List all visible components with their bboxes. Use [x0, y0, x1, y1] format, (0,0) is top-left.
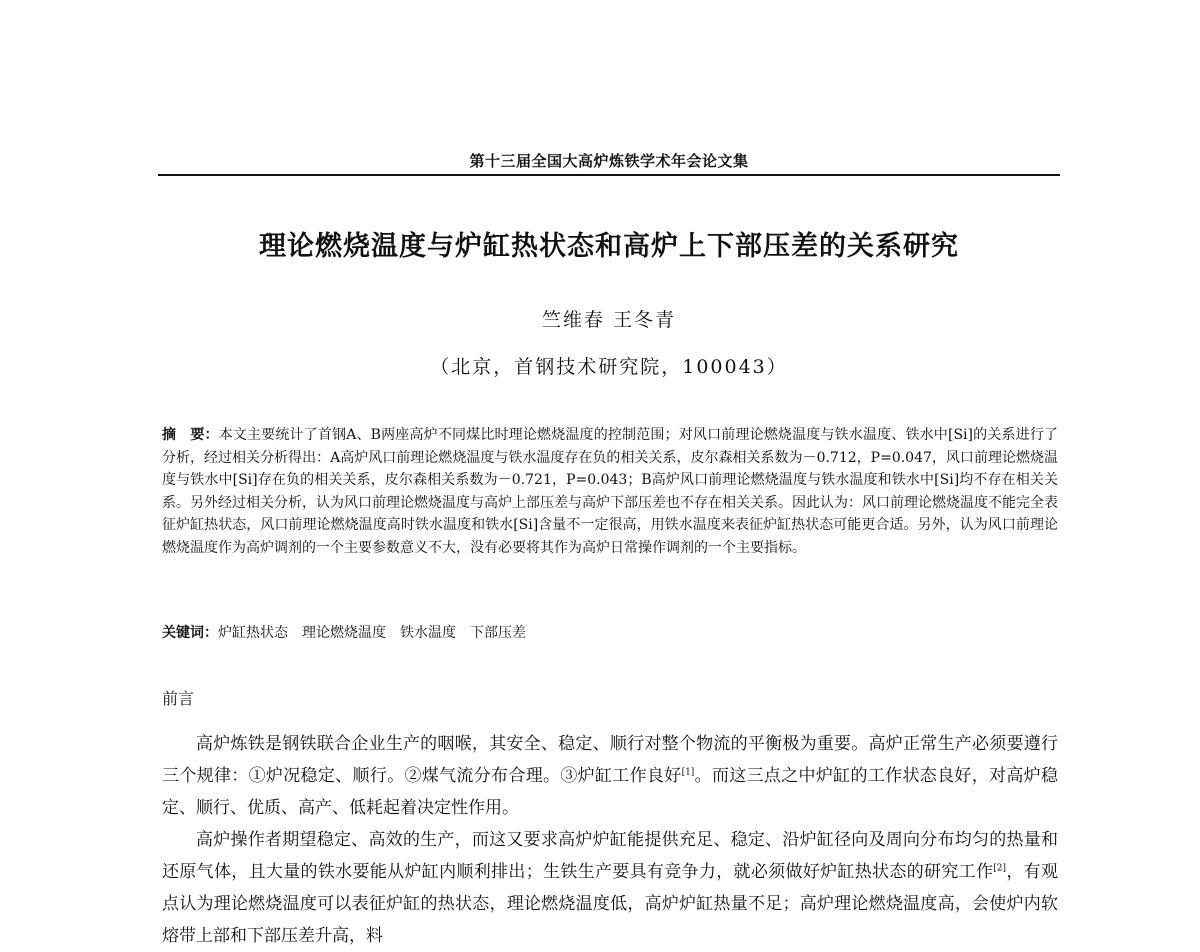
running-head: 第十三届全国大高炉炼铁学术年会论文集 — [469, 152, 749, 170]
paper-title: 理论燃烧温度与炉缸热状态和高炉上下部压差的关系研究 — [259, 231, 959, 262]
citation-ref[interactable]: [2] — [993, 863, 1007, 874]
section-heading-introduction: 前言 — [162, 689, 195, 708]
paragraph-text: 高炉炼铁是钢铁联合企业生产的咽喉，其安全、稳定、顺行对整个物流的平衡极为重要。高炉正常生产必须要遵行三个规律：①炉况稳定、顺行。②煤气流分布合理。③炉缸工作良好 — [162, 734, 1058, 786]
abstract-label: 摘 要： — [162, 427, 219, 443]
abstract — [162, 424, 1058, 559]
abstract-text: 本文主要统计了首钢A、B两座高炉不同煤比时理论燃烧温度的控制范围；对风口前理论燃烧温度与铁水温度、铁水中[Si]的关系进行了分析，经过相关分析得出：A高炉风口前理论燃烧温度与铁水温度存在负的相关关系，皮尔森相关系数为－0.712，P=0.047，风口前理论燃烧温度与铁水中[Si]存在负的相关关系，皮尔森相关系数为－0.721，P=0.043；B高炉风口前理论燃烧温度与铁水温度和铁水中[Si]均不存在相关关系。另外经过相关分析，认为风口前理论燃烧温度与高炉上部压差与高炉下部压差也不存在相关关系。因此认为：风口前理论燃烧温度不能完全表征炉缸热状态，风口前理论燃烧温度高时铁水温度和铁水[Si]含量不一定很高，用铁水温度来表征炉缸热状态可能更合适。另外，认为风口前理论燃烧温度作为高炉调剂的一个主要参数意义不大，没有必要将其作为高炉日常操作调剂的一个主要指标。 — [162, 427, 1058, 556]
author-list: 竺维春 王冬青 — [541, 309, 677, 331]
body-text — [162, 728, 1058, 952]
keywords-text: 炉缸热状态 理论燃烧温度 铁水温度 下部压差 — [218, 625, 526, 641]
paragraph — [162, 728, 1058, 824]
header-rule — [158, 174, 1060, 176]
keywords — [162, 622, 1058, 644]
paragraph-text: ，有观点认为理论燃烧温度可以表征炉缸的热状态，理论燃烧温度低，高炉炉缸热量不足；高炉理论燃烧温度高，会使炉内软熔带上部和下部压差升高，料 — [162, 862, 1059, 946]
citation-ref[interactable]: [1] — [681, 767, 695, 778]
keywords-label: 关键词： — [162, 625, 218, 641]
paragraph — [162, 824, 1058, 952]
paragraph-text: 。而这三点之中炉缸的工作状态良好，对高炉稳定、顺行、优质、高产、低耗起着决定性作用。 — [162, 766, 1059, 818]
author-affiliation: （北京，首钢技术研究院，100043） — [430, 356, 788, 378]
paragraph-text: 高炉操作者期望稳定、高效的生产，而这又要求高炉炉缸能提供充足、稳定、沿炉缸径向及周向分布均匀的热量和还原气体，且大量的铁水要能从炉缸内顺利排出；生铁生产要具有竞争力，就必须做好炉缸热状态的研究工作 — [162, 830, 1058, 882]
